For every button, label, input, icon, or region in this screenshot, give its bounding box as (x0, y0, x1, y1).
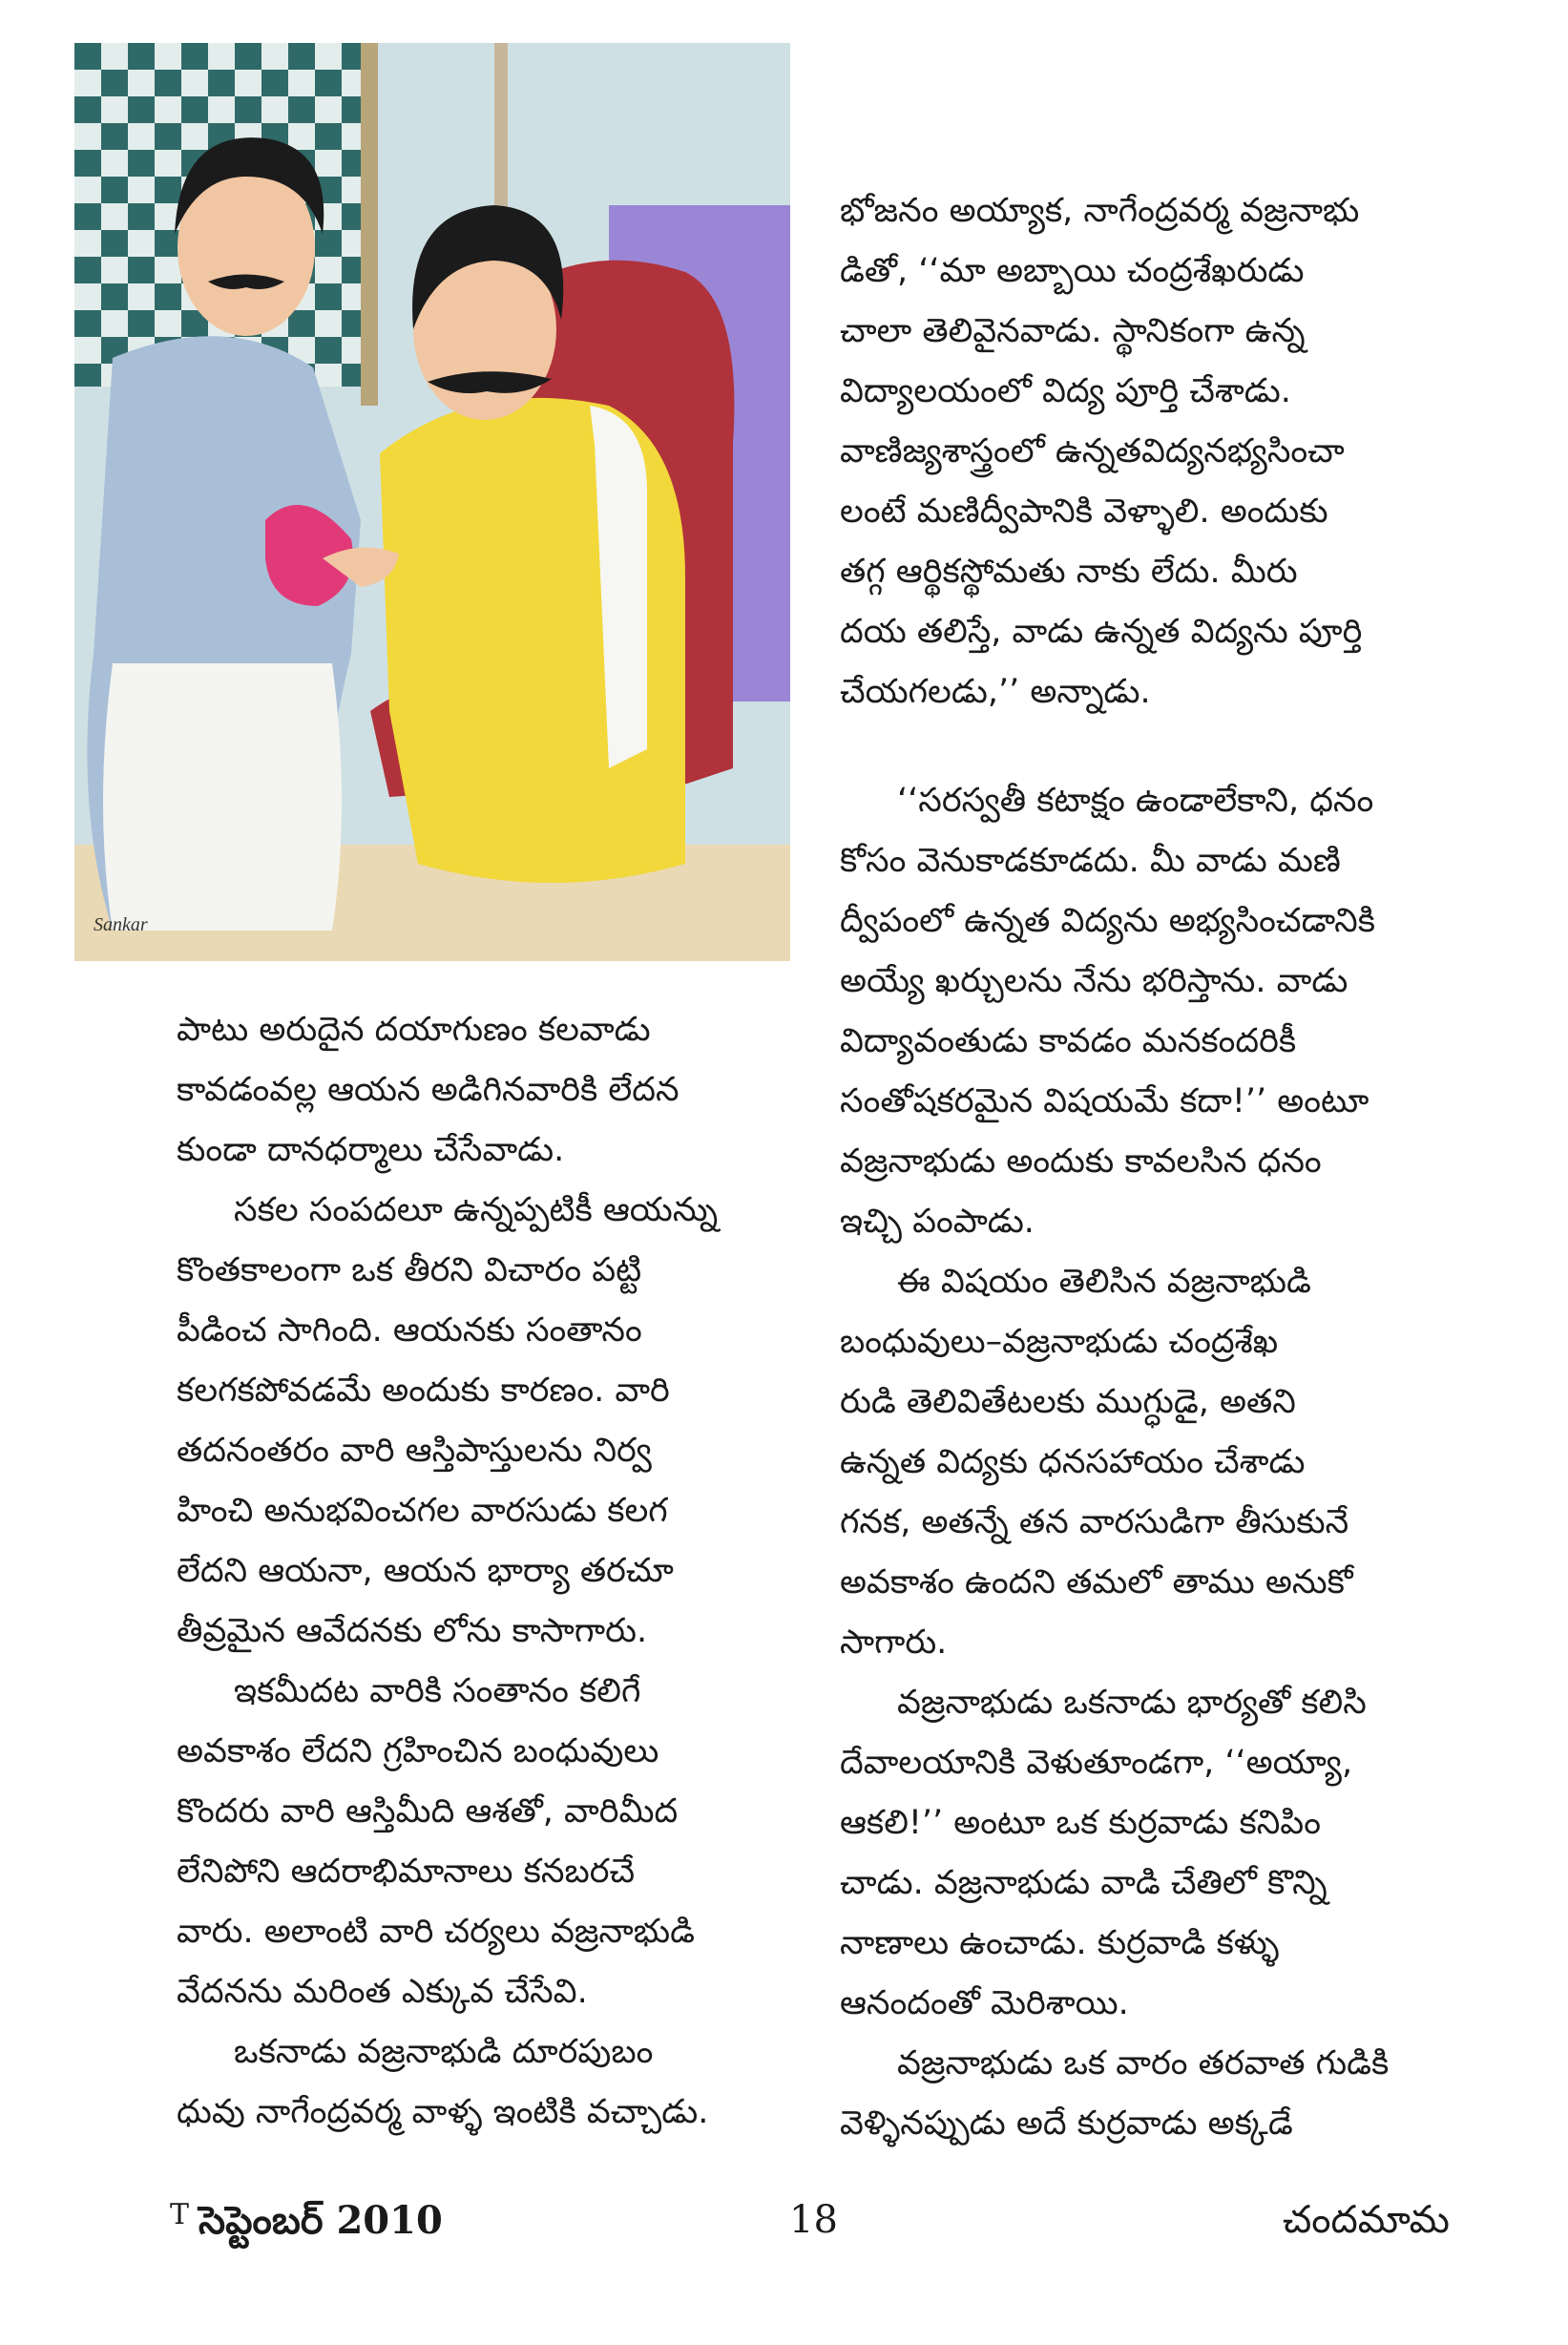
magazine-name: చందమామ (1282, 2198, 1450, 2242)
text-line: ‘‘సరస్వతీ కటాక్షం ఉండాలేకాని, ధనం (897, 782, 1374, 820)
text-line: తగ్గ ఆర్థికస్థోమతు నాకు లేదు. మీరు (840, 553, 1298, 591)
text-line: పీడించ సాగింది. ఆయనకు సంతానం (177, 1311, 642, 1350)
story-illustration (74, 43, 790, 961)
text-line: వేదనను మరింత ఎక్కువ చేసేవి. (177, 1973, 588, 2011)
right-column (840, 771, 1460, 2154)
text-line: ఇకమీదట వారికి సంతానం కలిగే (234, 1672, 641, 1710)
text-line: బంధువులు–వజ్రనాభుడు చంద్రశేఖ (840, 1323, 1279, 1361)
text-line: భోజనం అయ్యాక, నాగేంద్రవర్మ వజ్రనాభు (840, 192, 1360, 230)
text-line: సంతోషకరమైన విషయమే కదా!’’ అంటూ (840, 1082, 1369, 1120)
paragraph (840, 771, 1460, 1252)
paragraph (840, 2034, 1460, 2154)
text-line: వారు. అలాంటి వారి చర్యలు వజ్రనాభుడి (177, 1913, 696, 1951)
artist-signature: Sankar (94, 914, 148, 935)
text-line: చాలా తెలివైనవాడు. స్థానికంగా ఉన్న (840, 312, 1306, 350)
right-column-top (840, 181, 1460, 722)
text-line: వజ్రనాభుడు అందుకు కావలసిన ధనం (840, 1142, 1322, 1181)
footer-issue (170, 2198, 443, 2252)
text-line: ఇచ్చి పంపాడు. (840, 1203, 1035, 1241)
text-line: వజ్రనాభుడు ఒకనాడు భార్యతో కలిసి (897, 1684, 1367, 1722)
text-line: ఆనందంతో మెరిశాయి. (840, 1984, 1129, 2022)
text-line: దేవాలయానికి వెళుతూండగా, ‘‘అయ్యా, (840, 1744, 1353, 1782)
paragraph (840, 181, 1460, 722)
text-line: ఒకనాడు వజ్రనాభుడి దూరపుబం (234, 2033, 654, 2071)
text-line: అవకాశం ఉందని తమలో తాము అనుకో (840, 1563, 1353, 1602)
standing-man-dhoti (103, 663, 342, 931)
footer-mark: T (170, 2198, 190, 2231)
window-frame (361, 43, 378, 406)
text-line: ఈ విషయం తెలిసిన వజ్రనాభుడి (897, 1263, 1311, 1301)
paragraph (840, 1252, 1460, 1673)
paragraph (840, 1673, 1460, 2034)
text-line: వాణిజ్యశాస్త్రంలో ఉన్నతవిద్యనభ్యసించా (840, 432, 1345, 471)
text-line: విద్యాలయంలో విద్య పూర్తి చేశాడు. (840, 372, 1291, 410)
text-line: వజ్రనాభుడు ఒక వారం తరవాత గుడికి (897, 2044, 1390, 2083)
text-line: ద్వీపంలో ఉన్నత విద్యను అభ్యసించడానికి (840, 902, 1375, 940)
text-line: కొందరు వారి ఆస్తిమీది ఆశతో, వారిమీద (177, 1792, 679, 1831)
text-line: వెళ్ళినప్పుడు అదే కుర్రవాడు అక్కడే (840, 2104, 1293, 2143)
text-line: నాణాలు ఉంచాడు. కుర్రవాడి కళ్ళు (840, 1924, 1280, 1962)
issue-date: సెప్టెంబర్ 2010 (199, 2198, 443, 2243)
text-line: గనక, అతన్నే తన వారసుడిగా తీసుకునే (840, 1503, 1349, 1541)
text-line: తదనంతరం వారి ఆస్తిపాస్తులను నిర్వ (177, 1432, 652, 1470)
text-line: చేయగలడు,’’ అన్నాడు. (840, 673, 1151, 711)
text-line: హించి అనుభవించగల వారసుడు కలగ (177, 1492, 668, 1530)
paragraph (177, 1181, 797, 1662)
text-line: ఆకలి!’’ అంటూ ఒక కుర్రవాడు కనిపిం (840, 1804, 1321, 1842)
text-line: డితో, ‘‘మా అబ్బాయి చంద్రశేఖరుడు (840, 252, 1305, 290)
left-column (177, 1000, 797, 2143)
text-line: కుండా దానధర్మాలు చేసేవాడు. (177, 1131, 565, 1169)
text-line: రుడి తెలివితేటలకు ముగ్ధుడై, అతని (840, 1383, 1296, 1421)
text-line: లేనిపోని ఆదరాభిమానాలు కనబరచే (177, 1853, 636, 1891)
text-line: కొంతకాలంగా ఒక తీరని విచారం పట్టి (177, 1251, 642, 1289)
paragraph (177, 1662, 797, 2022)
text-line: అవకాశం లేదని గ్రహించిన బంధువులు (177, 1732, 659, 1770)
text-line: ధువు నాగేంద్రవర్మ వాళ్ళ ఇంటికి వచ్చాడు. (177, 2093, 709, 2131)
text-line: సాగారు. (840, 1623, 948, 1662)
page-number: 18 (789, 2198, 838, 2242)
text-line: కోసం వెనుకాడకూడదు. మీ వాడు మణి (840, 842, 1341, 880)
text-line: విద్యావంతుడు కావడం మనకందరికీ (840, 1022, 1297, 1060)
text-line: సకల సంపదలూ ఉన్నప్పటికీ ఆయన్ను (234, 1191, 719, 1229)
paragraph (177, 2022, 797, 2143)
text-line: ఉన్నత విద్యకు ధనసహాయం చేశాడు (840, 1443, 1306, 1481)
text-line: చాడు. వజ్రనాభుడు వాడి చేతిలో కొన్ని (840, 1864, 1328, 1902)
text-line: కావడంవల్ల ఆయన అడిగినవారికి లేదన (177, 1071, 679, 1109)
text-line: అయ్యే ఖర్చులను నేను భరిస్తాను. వాడు (840, 962, 1348, 1000)
text-line: కలగకపోవడమే అందుకు కారణం. వారి (177, 1371, 670, 1410)
text-line: తీవ్రమైన ఆవేదనకు లోను కాసాగారు. (177, 1612, 648, 1650)
text-line: లంటే మణిద్వీపానికి వెళ్ళాలి. అందుకు (840, 492, 1328, 531)
text-line: పాటు అరుదైన దయాగుణం కలవాడు (177, 1011, 651, 1049)
illustration-svg (74, 43, 790, 961)
paragraph (177, 1000, 797, 1181)
text-line: లేదని ఆయనా, ఆయన భార్యా తరచూ (177, 1552, 674, 1590)
text-line: దయ తలిస్తే, వాడు ఉన్నత విద్యను పూర్తి (840, 613, 1363, 651)
